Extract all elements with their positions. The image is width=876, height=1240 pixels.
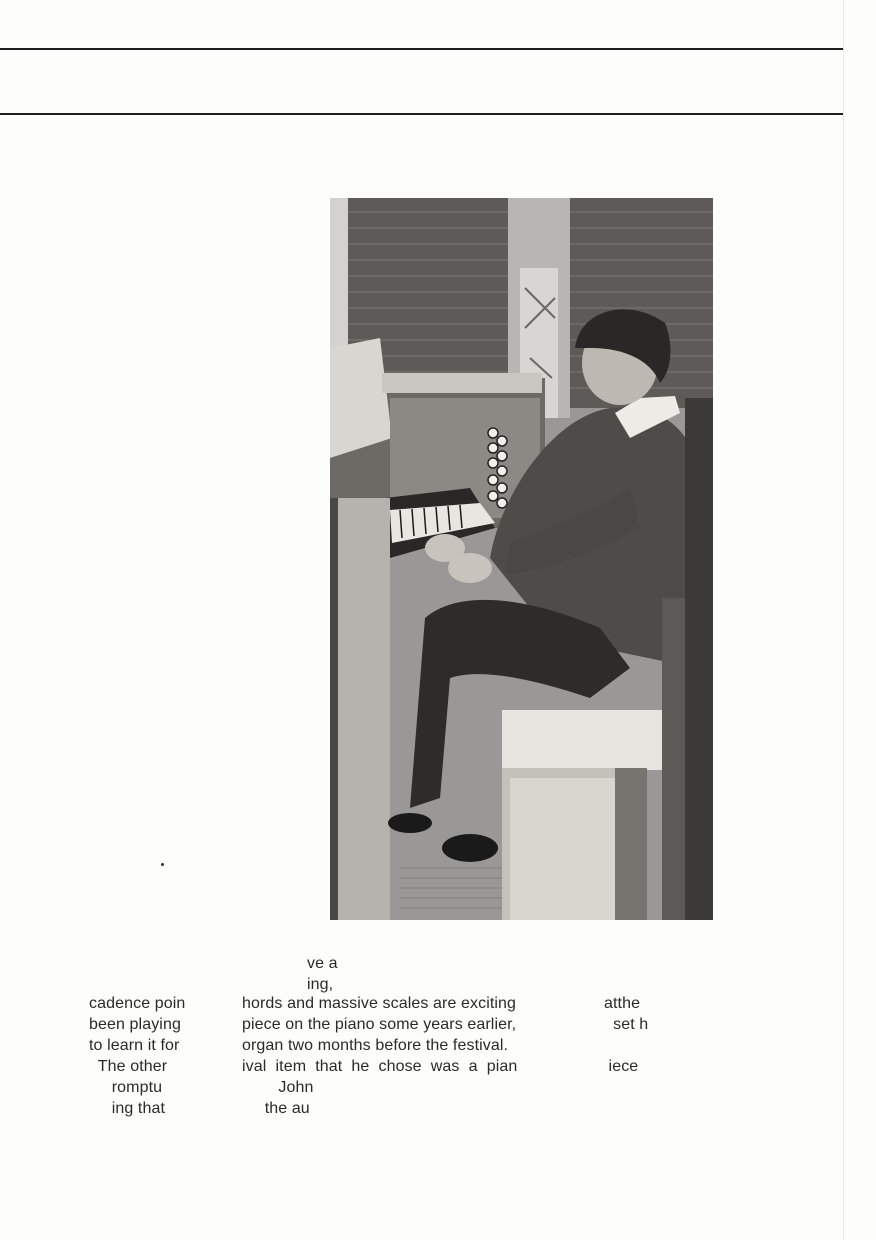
text-line: set h: [604, 1016, 649, 1033]
text-line: been playing: [89, 1016, 181, 1033]
text-line: the au: [242, 1100, 310, 1117]
text-line: romptu: [89, 1079, 163, 1096]
text-line: cadence poin: [89, 995, 186, 1012]
text-line: John: [242, 1079, 314, 1096]
organist-photo: [330, 198, 713, 920]
middle-column: [242, 993, 582, 1119]
text-line: to learn it for: [89, 1037, 180, 1054]
text-fragment: ve a: [307, 955, 338, 972]
left-column: [89, 993, 229, 1119]
text-fragment: ing,: [307, 976, 334, 993]
header-rule: [0, 113, 843, 115]
text-line: ival item that he chose was a pian: [242, 1058, 518, 1075]
text-line: ing that: [89, 1100, 166, 1117]
text-line: atthe: [604, 995, 641, 1012]
top-rule: [0, 48, 843, 50]
page-edge: [843, 0, 844, 1240]
text-line: piece on the piano some years earlier,: [242, 1016, 517, 1033]
text-line: organ two months before the festival.: [242, 1037, 509, 1054]
text-line: hords and massive scales are exciting: [242, 995, 517, 1012]
paper-speck: [161, 863, 164, 866]
right-column: [604, 993, 664, 1077]
text-line: [604, 1035, 664, 1056]
text-line: The other: [89, 1058, 168, 1075]
text-line: iece: [604, 1058, 639, 1075]
